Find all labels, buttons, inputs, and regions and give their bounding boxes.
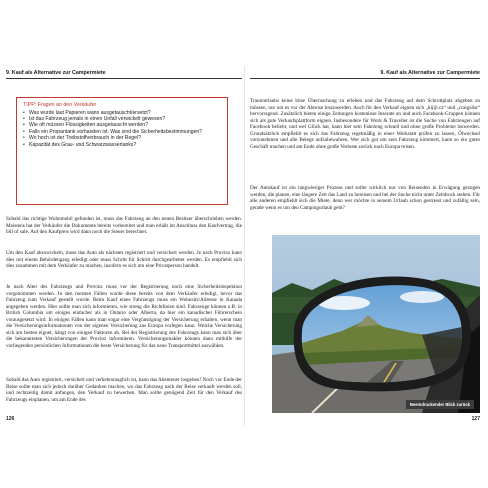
body-paragraph: Traumurlaubs keine böse Überraschung zu erleben und das Fahrzeug auf dem Schrottplatz abgeben zu müssen, nur um es vor der Abreise loszuwerden. Auch für den Verkauf eignen sich „kijiji.ca“ und „craigslist“ hervorragend. Zusätzlich bieten einige Zeitungen kostenlose Inserate an und auch Facebook-Gruppen können sich als gute Verkaufsplattform eignen. Insbesondere für Work & Traveller ist die Suche von Fahrzeugen auf Facebook beliebt, und wer Glück hat, kann hier sein Fahrzeug schnell und ohne große Probleme loswerden. Grundsätzlich empfiehlt es sich das Fahrzeug regelmäßig in einer Werkstatt prüfen zu lassen, Ölwechsel vorzunehmen und alle Belege aufzubewahren. Wer sich gut um sein Fahrzeug kümmert, kann so ein gutes Geschäft machen und am Ende ohne große Verluste zurück nach Europa reisen. <box>250 98 480 150</box>
tip-item: • Was wurde laut Papieren wann ausgetauscht/ersetzt? <box>23 110 221 116</box>
page-number: 126 <box>6 416 15 422</box>
header-rule <box>6 78 242 79</box>
running-head: 9. Kauf als Alternative zur Campermiete <box>380 70 480 76</box>
tip-title: TIPP: Fragen an den Verkäufer <box>23 102 97 108</box>
running-head: 9. Kauf als Alternative zur Campermiete <box>6 70 106 76</box>
side-mirror-photo <box>272 235 480 413</box>
header-rule <box>250 78 480 79</box>
tip-list <box>23 110 221 148</box>
tip-item: • Wie oft müssen Flüssigkeiten ausgetauscht werden? <box>23 122 221 128</box>
tip-item: • Kapazität des Grau- und Schwarzwassertanks? <box>23 142 221 148</box>
body-paragraph: Sobald das Auto registriert, versichert und verkehrstauglich ist, kann das Abenteuer losgehen! Noch vor Ende der Reise sollte man sich jedoch darüber Gedanken machen, wo das Fahrzeug nach der Reise verkauft werden soll, und rechtzeitig damit anfangen, den Verkauf zu bewerben. Man sollte genügend Zeit für den Verkauf des Fahrzeugs einplanen, um am Ende des <box>6 377 242 403</box>
body-paragraph: Der Autokauf ist ein langwieriger Prozess und sollte wirklich nur von Reisenden in Erwägung gezogen werden, die planen, eine längere Zeit das Land zu bereisen und bei der Suche nicht unter Zeitdruck stehen. Für alle anderen empfiehlt sich die Miete, denn wer möchte in seinem Urlaub schon gestresst und zufällig sein, gerade wenn es um den Campingurlaub geht? <box>250 185 480 211</box>
body-paragraph: Um den Kauf abzuwickeln, muss das Auto als nächstes registriert und versichert werden. Je nach Provinz kann dies mit einem Behördengang erledigt oder muss Schritt für Schritt durchgearbeitet werden. Es empfiehlt sich dies zusammen mit dem Verkäufer zu machen, insofern es sich um eine Privatperson handelt. <box>6 250 242 270</box>
tip-item: • Falls ein Propantank vorhanden ist: Was sind die Sicherheitsbestimmungen? <box>23 129 221 135</box>
right-page <box>250 70 480 422</box>
left-page <box>6 70 242 422</box>
page-number: 127 <box>471 416 480 422</box>
photo-caption: Beeindruckender Blick zurück <box>406 400 474 409</box>
tip-item: • Wo hoch ist der Treibstoffverbrauch in der Regel? <box>23 135 221 141</box>
tip-box <box>16 97 228 205</box>
page-gutter <box>244 66 245 426</box>
body-paragraph: Sobald das richtige Wohnmobil gefunden ist, muss das Fahrzeug an den neuen Besitzer überschrieben werden. Meistens hat der Verkäufer die Dokumente bereits vorbereitet und man erhält im Anschluss den Kaufvertrag, die bill of sale. Auf den Kaufpreis wird dann noch die Steuer berechnet. <box>6 216 242 236</box>
photo-illustration <box>272 235 480 413</box>
tip-item: • Ist das Fahrzeug jemals in einen Unfall verwickelt gewesen? <box>23 116 221 122</box>
body-paragraph: Je nach Alter des Fahrzeugs und Provinz muss vor der Registrierung noch eine Sicherheitsinspektion vorgenommen werden. In den meisten Fällen wurde diese bereits von dem Verkäufer erledigt, bevor das Fahrzeug zum Verkauf gestellt wurde. Beim Kauf eines Fahrzeugs muss ein Wohnsitz/Adresse in Kanada angegeben werden. Hier sollte man sich informieren, wie streng die Richtlinien sind. Fahrzeuge können z.B. in British Columbia um einiges einfacher als in Ontario oder Alberta, da hier ein kanadischer Führerschein vorausgesetzt wird. In einigen Fällen kann man sogar eine Vergünstigung der Versicherung erhalten, wenn man die Versicherungsinformationen von der eigenen Versicherung aus Europa vorlegen kann. Welche Versicherung sich am besten eignet, hängt von einigen Faktoren ab. Bei der Registrierung des Fahrzeugs kann man sich über die bekanntesten Versicherungen der Provinz informieren. Versicherungsmakler können dann mithilfe der vorliegenden persönlichen Informationen die beste Versicherung für das neue Transportmittel auswählen. <box>6 284 242 349</box>
